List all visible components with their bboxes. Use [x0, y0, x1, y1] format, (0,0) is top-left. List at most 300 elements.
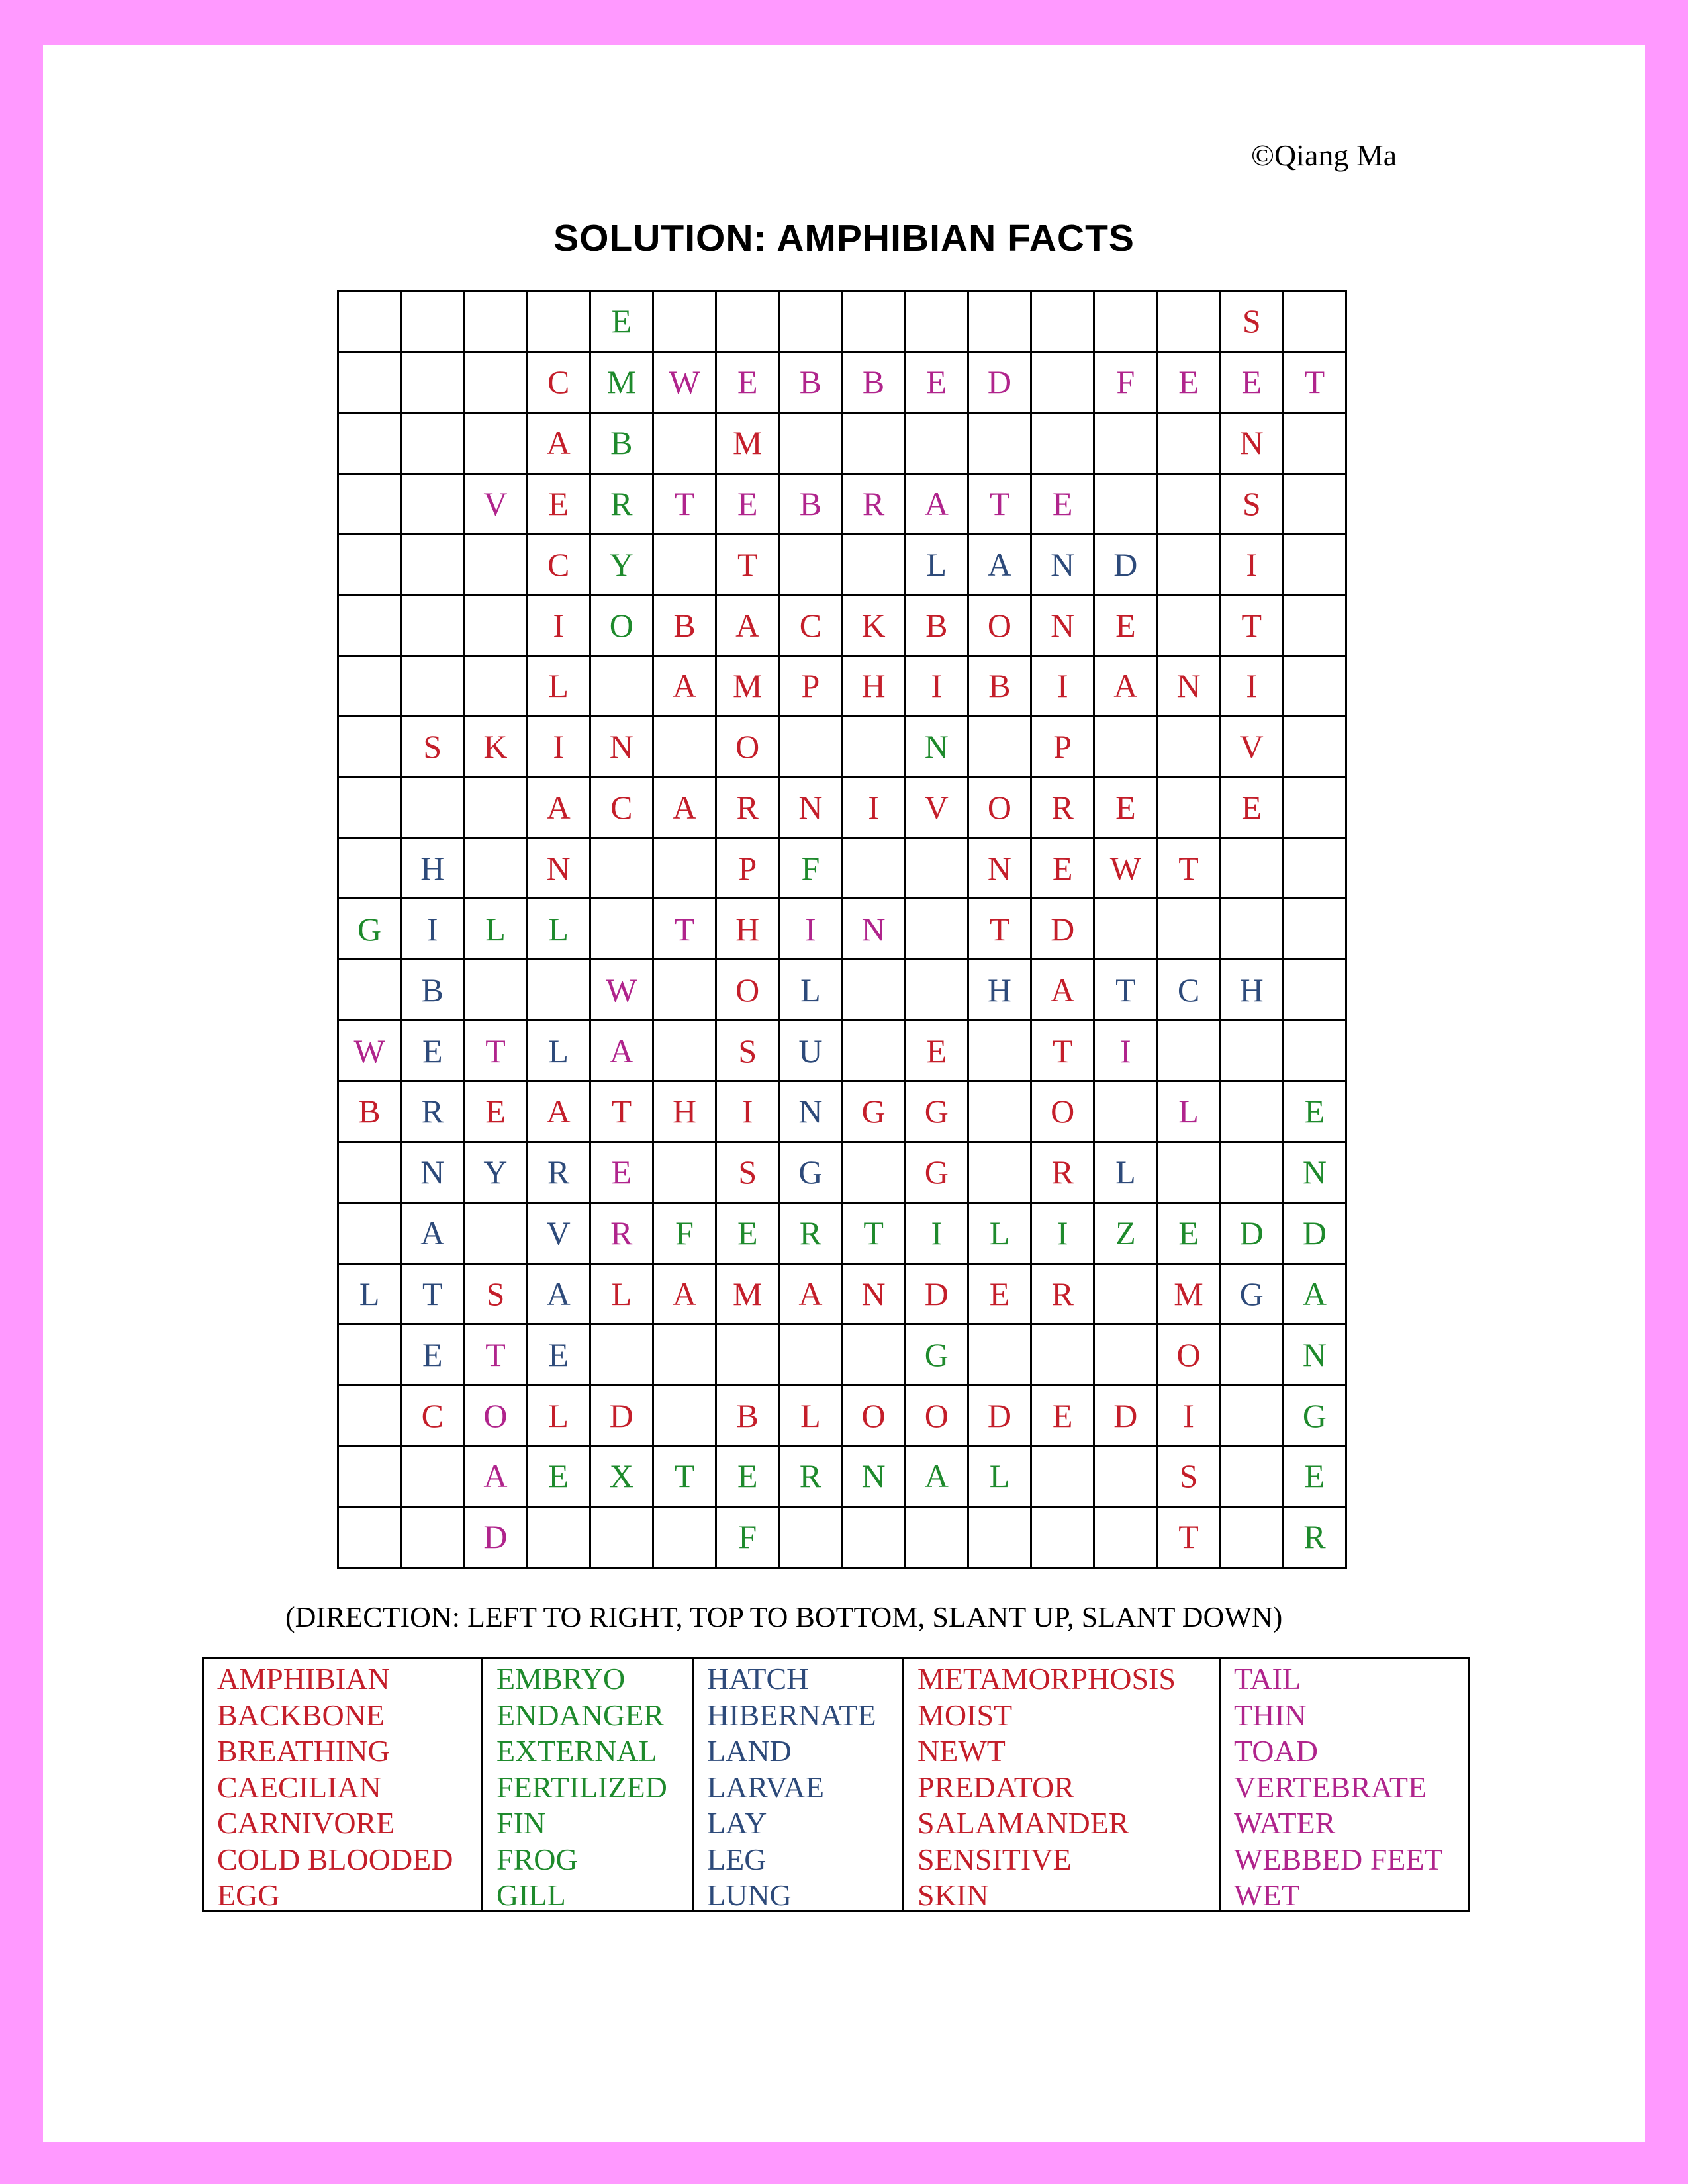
grid-cell: L	[779, 960, 842, 1021]
grid-cell	[338, 534, 401, 595]
grid-cell	[653, 716, 716, 777]
grid-cell: H	[401, 838, 464, 899]
grid-cell	[338, 412, 401, 473]
word-list-item: THIN	[1234, 1698, 1307, 1732]
grid-cell	[1283, 777, 1346, 838]
grid-cell	[1157, 777, 1220, 838]
grid-row	[338, 899, 1346, 960]
grid-cell: T	[842, 1203, 905, 1263]
grid-cell	[1220, 1385, 1283, 1446]
grid-cell	[653, 1506, 716, 1567]
grid-cell: M	[1157, 1263, 1220, 1324]
grid-cell: F	[653, 1203, 716, 1263]
grid-cell: B	[401, 960, 464, 1021]
grid-cell: C	[401, 1385, 464, 1446]
grid-cell	[401, 412, 464, 473]
grid-cell	[338, 1385, 401, 1446]
grid-cell	[779, 716, 842, 777]
grid-cell	[401, 595, 464, 656]
grid-cell: E	[1157, 1203, 1220, 1263]
grid-cell: N	[905, 716, 968, 777]
grid-cell: O	[716, 960, 779, 1021]
grid-cell	[1220, 838, 1283, 899]
grid-cell	[1283, 412, 1346, 473]
grid-cell	[1157, 1021, 1220, 1081]
word-list-item: METAMORPHOSIS	[917, 1662, 1176, 1696]
grid-cell	[1157, 716, 1220, 777]
grid-cell	[1157, 899, 1220, 960]
word-list-item: CARNIVORE	[217, 1806, 395, 1840]
grid-cell	[653, 1385, 716, 1446]
grid-row	[338, 1446, 1346, 1507]
grid-cell: O	[464, 1385, 527, 1446]
grid-cell: B	[779, 473, 842, 534]
grid-cell: T	[968, 473, 1031, 534]
grid-cell	[401, 351, 464, 412]
grid-cell: S	[464, 1263, 527, 1324]
grid-cell	[968, 1506, 1031, 1567]
grid-cell	[653, 838, 716, 899]
grid-cell	[1157, 595, 1220, 656]
word-list-item: SENSITIVE	[917, 1842, 1072, 1876]
grid-cell	[905, 1506, 968, 1567]
grid-cell: T	[464, 1324, 527, 1385]
grid-cell	[1283, 656, 1346, 717]
word-list-column	[694, 1659, 904, 1910]
grid-cell: M	[716, 412, 779, 473]
word-list-item: EMBRYO	[496, 1662, 626, 1696]
grid-cell: L	[590, 1263, 653, 1324]
grid-cell	[1283, 960, 1346, 1021]
grid-cell: E	[1031, 838, 1094, 899]
grid-cell	[590, 656, 653, 717]
grid-cell: I	[1157, 1385, 1220, 1446]
grid-cell	[842, 1324, 905, 1385]
grid-row	[338, 960, 1346, 1021]
grid-cell: N	[1283, 1142, 1346, 1203]
grid-cell: B	[716, 1385, 779, 1446]
grid-cell: A	[527, 1081, 590, 1142]
grid-cell	[464, 777, 527, 838]
grid-cell: T	[1157, 838, 1220, 899]
grid-cell: D	[590, 1385, 653, 1446]
grid-cell: G	[905, 1324, 968, 1385]
grid-cell: X	[590, 1446, 653, 1507]
grid-cell	[968, 1142, 1031, 1203]
grid-cell: I	[905, 1203, 968, 1263]
grid-cell	[779, 291, 842, 352]
grid-cell	[968, 716, 1031, 777]
grid-cell: L	[527, 1021, 590, 1081]
grid-cell: L	[968, 1446, 1031, 1507]
grid-cell: I	[779, 899, 842, 960]
grid-cell	[905, 412, 968, 473]
grid-cell: R	[1283, 1506, 1346, 1567]
grid-cell: L	[527, 656, 590, 717]
grid-cell: I	[905, 656, 968, 717]
grid-cell: N	[842, 899, 905, 960]
grid-cell	[1094, 1263, 1157, 1324]
grid-cell: O	[1157, 1324, 1220, 1385]
grid-cell	[1283, 838, 1346, 899]
grid-row	[338, 1324, 1346, 1385]
grid-cell	[590, 838, 653, 899]
grid-row	[338, 412, 1346, 473]
grid-cell: T	[464, 1021, 527, 1081]
grid-cell	[338, 351, 401, 412]
grid-cell: C	[527, 534, 590, 595]
grid-cell	[338, 1506, 401, 1567]
grid-cell	[338, 473, 401, 534]
grid-cell: T	[401, 1263, 464, 1324]
grid-cell	[779, 1506, 842, 1567]
word-list-item: CAECILIAN	[217, 1770, 381, 1804]
grid-cell: E	[905, 351, 968, 412]
grid-row	[338, 1506, 1346, 1567]
grid-cell: G	[338, 899, 401, 960]
grid-cell	[1283, 534, 1346, 595]
grid-cell	[653, 534, 716, 595]
grid-cell	[1220, 1324, 1283, 1385]
grid-cell: G	[1283, 1385, 1346, 1446]
word-list-item: WET	[1234, 1878, 1300, 1912]
grid-cell	[338, 1203, 401, 1263]
grid-cell: E	[401, 1021, 464, 1081]
grid-cell: I	[401, 899, 464, 960]
grid-row	[338, 1081, 1346, 1142]
grid-cell	[401, 291, 464, 352]
grid-cell	[842, 291, 905, 352]
grid-cell: N	[1031, 595, 1094, 656]
word-list-item: LAND	[707, 1734, 792, 1768]
grid-cell: A	[1283, 1263, 1346, 1324]
word-list-item: GILL	[496, 1878, 566, 1912]
grid-cell: E	[1094, 777, 1157, 838]
grid-cell	[590, 899, 653, 960]
grid-cell: F	[716, 1506, 779, 1567]
grid-cell	[1094, 899, 1157, 960]
grid-cell	[653, 1324, 716, 1385]
grid-cell	[842, 1142, 905, 1203]
grid-cell	[401, 777, 464, 838]
grid-cell	[1031, 291, 1094, 352]
grid-cell	[464, 534, 527, 595]
grid-cell: B	[905, 595, 968, 656]
grid-cell: O	[590, 595, 653, 656]
word-list-item: MOIST	[917, 1698, 1013, 1732]
grid-cell: T	[653, 1446, 716, 1507]
grid-cell	[1031, 412, 1094, 473]
grid-cell: D	[1094, 534, 1157, 595]
grid-cell: L	[338, 1263, 401, 1324]
grid-cell: W	[338, 1021, 401, 1081]
grid-cell: Z	[1094, 1203, 1157, 1263]
grid-cell: H	[968, 960, 1031, 1021]
puzzle-title: SOLUTION: AMPHIBIAN FACTS	[553, 217, 1135, 259]
grid-cell: C	[527, 351, 590, 412]
grid-cell: Y	[590, 534, 653, 595]
grid-cell: N	[1031, 534, 1094, 595]
grid-cell: V	[905, 777, 968, 838]
grid-cell	[1220, 899, 1283, 960]
grid-cell: E	[1031, 473, 1094, 534]
grid-cell: D	[1283, 1203, 1346, 1263]
grid-cell	[968, 1081, 1031, 1142]
grid-cell: D	[1220, 1203, 1283, 1263]
grid-cell: H	[1220, 960, 1283, 1021]
grid-row	[338, 656, 1346, 717]
grid-cell: G	[905, 1081, 968, 1142]
grid-cell: A	[905, 473, 968, 534]
grid-cell	[338, 291, 401, 352]
grid-cell: R	[401, 1081, 464, 1142]
grid-cell: N	[401, 1142, 464, 1203]
grid-cell	[842, 1021, 905, 1081]
grid-cell	[338, 838, 401, 899]
grid-row	[338, 1021, 1346, 1081]
grid-cell: E	[1283, 1446, 1346, 1507]
grid-cell: S	[716, 1021, 779, 1081]
word-list	[202, 1657, 1470, 1912]
grid-cell: M	[590, 351, 653, 412]
grid-cell	[842, 1506, 905, 1567]
grid-cell: D	[1094, 1385, 1157, 1446]
grid-cell: L	[1094, 1142, 1157, 1203]
grid-cell: E	[1220, 351, 1283, 412]
grid-cell: W	[590, 960, 653, 1021]
grid-cell: D	[1031, 899, 1094, 960]
grid-cell: P	[779, 656, 842, 717]
word-list-item: PREDATOR	[917, 1770, 1074, 1804]
grid-cell	[1220, 1506, 1283, 1567]
grid-cell: I	[1031, 1203, 1094, 1263]
grid-cell: T	[1157, 1506, 1220, 1567]
grid-cell	[1220, 1081, 1283, 1142]
grid-cell: G	[842, 1081, 905, 1142]
grid-cell	[842, 534, 905, 595]
grid-cell	[905, 291, 968, 352]
grid-cell: I	[1094, 1021, 1157, 1081]
grid-cell	[1157, 291, 1220, 352]
grid-cell	[464, 838, 527, 899]
grid-cell	[1220, 1446, 1283, 1507]
grid-cell: I	[1031, 656, 1094, 717]
grid-cell	[1094, 412, 1157, 473]
grid-cell	[464, 1203, 527, 1263]
grid-row	[338, 1263, 1346, 1324]
grid-cell: E	[401, 1324, 464, 1385]
grid-cell	[905, 838, 968, 899]
grid-cell: S	[401, 716, 464, 777]
grid-cell	[527, 960, 590, 1021]
grid-cell	[1157, 412, 1220, 473]
grid-cell: E	[1031, 1385, 1094, 1446]
grid-cell: R	[779, 1446, 842, 1507]
grid-cell: I	[1220, 656, 1283, 717]
grid-cell: G	[779, 1142, 842, 1203]
grid-cell: O	[968, 777, 1031, 838]
grid-cell: E	[527, 1446, 590, 1507]
grid-cell: E	[590, 291, 653, 352]
grid-cell: O	[968, 595, 1031, 656]
grid-cell	[779, 1324, 842, 1385]
word-list-item: FROG	[496, 1842, 578, 1876]
grid-cell	[1031, 1446, 1094, 1507]
grid-cell: A	[527, 777, 590, 838]
grid-row	[338, 534, 1346, 595]
grid-row	[338, 351, 1346, 412]
grid-cell	[905, 960, 968, 1021]
grid-cell: N	[1157, 656, 1220, 717]
grid-cell: C	[779, 595, 842, 656]
word-list-item: EXTERNAL	[496, 1734, 657, 1768]
grid-cell: A	[1094, 656, 1157, 717]
grid-cell: A	[779, 1263, 842, 1324]
grid-cell: E	[527, 1324, 590, 1385]
word-list-item: LAY	[707, 1806, 767, 1840]
word-list-item: ENDANGER	[496, 1698, 664, 1732]
grid-cell	[1157, 534, 1220, 595]
grid-cell: L	[1157, 1081, 1220, 1142]
grid-cell: E	[905, 1021, 968, 1081]
grid-cell: V	[464, 473, 527, 534]
grid-cell: S	[1157, 1446, 1220, 1507]
word-list-column	[204, 1659, 483, 1910]
grid-cell	[1094, 716, 1157, 777]
grid-cell	[1283, 473, 1346, 534]
grid-cell	[338, 960, 401, 1021]
word-search-grid	[337, 290, 1347, 1569]
grid-cell: P	[716, 838, 779, 899]
word-list-item: WATER	[1234, 1806, 1336, 1840]
grid-cell: L	[464, 899, 527, 960]
grid-cell: R	[842, 473, 905, 534]
word-list-item: VERTEBRATE	[1234, 1770, 1427, 1804]
grid-cell: T	[590, 1081, 653, 1142]
word-list-item: NEWT	[917, 1734, 1006, 1768]
word-list-item: SKIN	[917, 1878, 989, 1912]
grid-cell: I	[527, 716, 590, 777]
grid-cell	[464, 960, 527, 1021]
grid-cell	[1283, 716, 1346, 777]
grid-cell: E	[1283, 1081, 1346, 1142]
grid-cell: V	[527, 1203, 590, 1263]
grid-cell: D	[905, 1263, 968, 1324]
grid-cell	[1094, 291, 1157, 352]
grid-cell: S	[1220, 291, 1283, 352]
grid-cell: L	[527, 899, 590, 960]
grid-cell	[905, 899, 968, 960]
grid-row	[338, 777, 1346, 838]
grid-cell: E	[464, 1081, 527, 1142]
word-list-column	[904, 1659, 1221, 1910]
grid-cell: L	[905, 534, 968, 595]
word-list-item: HIBERNATE	[707, 1698, 876, 1732]
grid-cell	[338, 1142, 401, 1203]
grid-cell: D	[464, 1506, 527, 1567]
grid-cell: A	[1031, 960, 1094, 1021]
grid-cell: W	[653, 351, 716, 412]
grid-row	[338, 473, 1346, 534]
grid-cell: T	[1094, 960, 1157, 1021]
grid-cell	[968, 412, 1031, 473]
grid-cell: E	[716, 1446, 779, 1507]
grid-cell: M	[716, 1263, 779, 1324]
grid-row	[338, 1385, 1346, 1446]
grid-cell	[590, 1324, 653, 1385]
word-list-item: FERTILIZED	[496, 1770, 667, 1804]
grid-cell: C	[1157, 960, 1220, 1021]
word-list-column	[1221, 1659, 1468, 1910]
grid-cell: A	[653, 777, 716, 838]
grid-cell: R	[1031, 1263, 1094, 1324]
grid-cell	[401, 1446, 464, 1507]
grid-cell: N	[590, 716, 653, 777]
grid-cell: T	[653, 473, 716, 534]
grid-cell: I	[527, 595, 590, 656]
grid-cell: R	[590, 473, 653, 534]
grid-cell: R	[716, 777, 779, 838]
grid-cell	[716, 291, 779, 352]
grid-cell	[401, 473, 464, 534]
grid-cell: K	[842, 595, 905, 656]
grid-cell: D	[968, 351, 1031, 412]
grid-cell: B	[653, 595, 716, 656]
grid-cell: T	[716, 534, 779, 595]
word-list-item: BREATHING	[217, 1734, 390, 1768]
grid-cell	[653, 1142, 716, 1203]
grid-cell: L	[527, 1385, 590, 1446]
grid-cell: E	[527, 473, 590, 534]
grid-cell: O	[842, 1385, 905, 1446]
grid-cell	[1094, 1081, 1157, 1142]
grid-cell	[1094, 473, 1157, 534]
grid-cell	[1157, 1142, 1220, 1203]
grid-cell: P	[1031, 716, 1094, 777]
grid-cell: L	[968, 1203, 1031, 1263]
grid-cell: E	[716, 1203, 779, 1263]
grid-cell	[338, 1324, 401, 1385]
copyright-notice: ©Qiang Ma	[1251, 138, 1397, 172]
grid-cell	[653, 412, 716, 473]
grid-cell: D	[968, 1385, 1031, 1446]
grid-row	[338, 838, 1346, 899]
grid-cell: N	[968, 838, 1031, 899]
word-list-item: LARVAE	[707, 1770, 824, 1804]
grid-cell	[1031, 1324, 1094, 1385]
grid-cell: K	[464, 716, 527, 777]
grid-cell	[842, 960, 905, 1021]
grid-cell: N	[527, 838, 590, 899]
word-list-item: SALAMANDER	[917, 1806, 1129, 1840]
grid-cell	[464, 595, 527, 656]
grid-cell	[653, 960, 716, 1021]
grid-row	[338, 1203, 1346, 1263]
word-list-item: WEBBED FEET	[1234, 1842, 1443, 1876]
grid-cell	[338, 716, 401, 777]
grid-cell: A	[716, 595, 779, 656]
grid-cell: A	[905, 1446, 968, 1507]
grid-cell	[527, 291, 590, 352]
grid-cell	[338, 777, 401, 838]
grid-cell	[527, 1506, 590, 1567]
grid-row	[338, 1142, 1346, 1203]
grid-cell	[464, 351, 527, 412]
grid-cell: E	[1157, 351, 1220, 412]
grid-cell: E	[968, 1263, 1031, 1324]
word-list-item: FIN	[496, 1806, 546, 1840]
grid-cell: A	[527, 412, 590, 473]
